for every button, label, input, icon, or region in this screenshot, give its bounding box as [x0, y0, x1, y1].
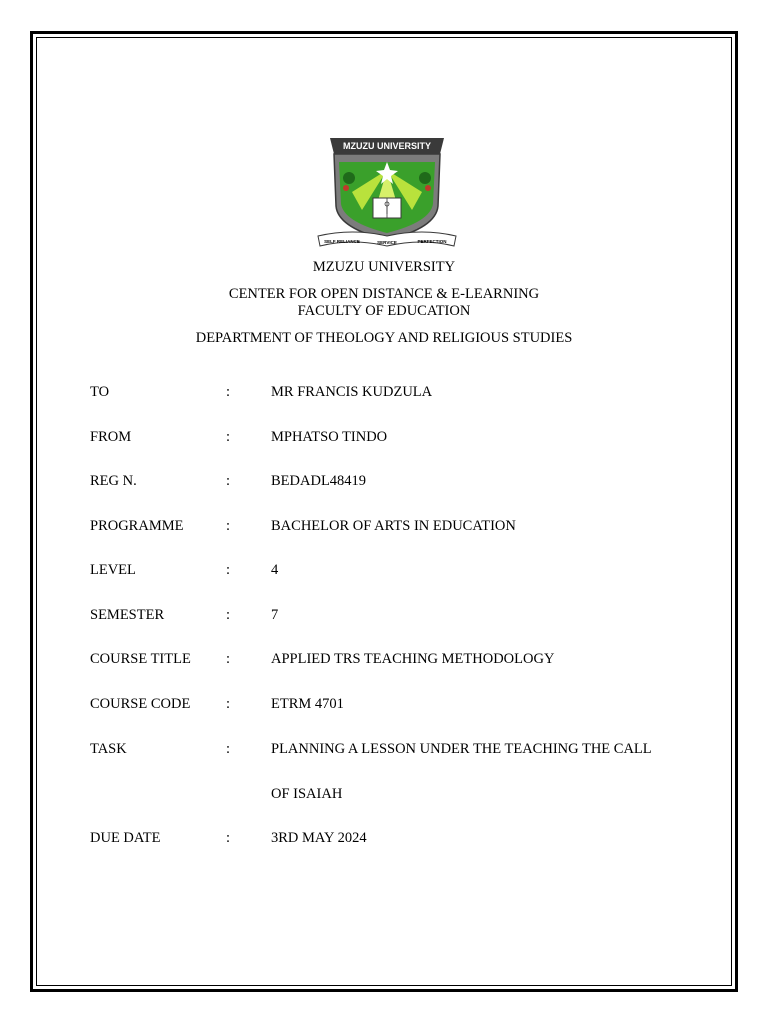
field-separator: :	[226, 518, 231, 534]
field-row-due-date	[0, 828, 768, 848]
center-name: CENTER FOR OPEN DISTANCE & E-LEARNING	[228, 286, 540, 302]
field-separator: :	[226, 607, 231, 623]
field-value: 7	[271, 607, 279, 623]
crest-motto-3: PERFECTION	[417, 239, 447, 244]
crest-banner-text: MZUZU UNIVERSITY	[342, 141, 432, 151]
field-row-task	[0, 739, 768, 759]
field-row-to	[0, 382, 768, 402]
field-row-semester	[0, 605, 768, 625]
field-separator: :	[226, 696, 231, 712]
field-separator: :	[226, 741, 231, 757]
field-label: COURSE TITLE	[90, 651, 191, 667]
field-row-course-title	[0, 649, 768, 669]
field-separator: :	[226, 562, 231, 578]
field-row-level	[0, 560, 768, 580]
field-label: LEVEL	[90, 562, 136, 578]
field-value: MR FRANCIS KUDZULA	[271, 384, 433, 400]
crest-motto-1: SELF RELIANCE	[324, 239, 360, 244]
field-label: TO	[90, 384, 110, 400]
field-value: APPLIED TRS TEACHING METHODOLOGY	[271, 651, 555, 667]
field-label: COURSE CODE	[90, 696, 191, 712]
field-row-task-continued	[0, 784, 768, 804]
field-row-course-code	[0, 694, 768, 714]
field-label: TASK	[90, 741, 127, 757]
field-value: 4	[271, 562, 279, 578]
field-separator: :	[226, 473, 231, 489]
field-value: ETRM 4701	[271, 696, 344, 712]
field-value: BACHELOR OF ARTS IN EDUCATION	[271, 518, 516, 534]
field-label: SEMESTER	[90, 607, 165, 623]
faculty-name: FACULTY OF EDUCATION	[297, 303, 471, 319]
field-label: DUE DATE	[90, 830, 161, 846]
field-value: OF ISAIAH	[271, 786, 343, 802]
field-value: BEDADL48419	[271, 473, 367, 489]
field-separator: :	[226, 830, 231, 846]
field-separator: :	[226, 429, 231, 445]
crest-motto-2: SERVICE	[377, 240, 397, 245]
field-value: PLANNING A LESSON UNDER THE TEACHING THE CALL	[271, 741, 652, 757]
field-row-reg-no	[0, 471, 768, 491]
field-row-from	[0, 427, 768, 447]
field-value: 3RD MAY 2024	[271, 830, 367, 846]
university-name: MZUZU UNIVERSITY	[312, 259, 456, 275]
field-label: FROM	[90, 429, 132, 445]
field-label: PROGRAMME	[90, 518, 184, 534]
field-row-programme	[0, 516, 768, 536]
department-name: DEPARTMENT OF THEOLOGY AND RELIGIOUS STUDIES	[195, 330, 573, 346]
field-separator: :	[226, 651, 231, 667]
field-label: REG N.	[90, 473, 137, 489]
field-separator: :	[226, 384, 231, 400]
university-crest-logo	[312, 132, 462, 250]
field-value: MPHATSO TINDO	[271, 429, 388, 445]
